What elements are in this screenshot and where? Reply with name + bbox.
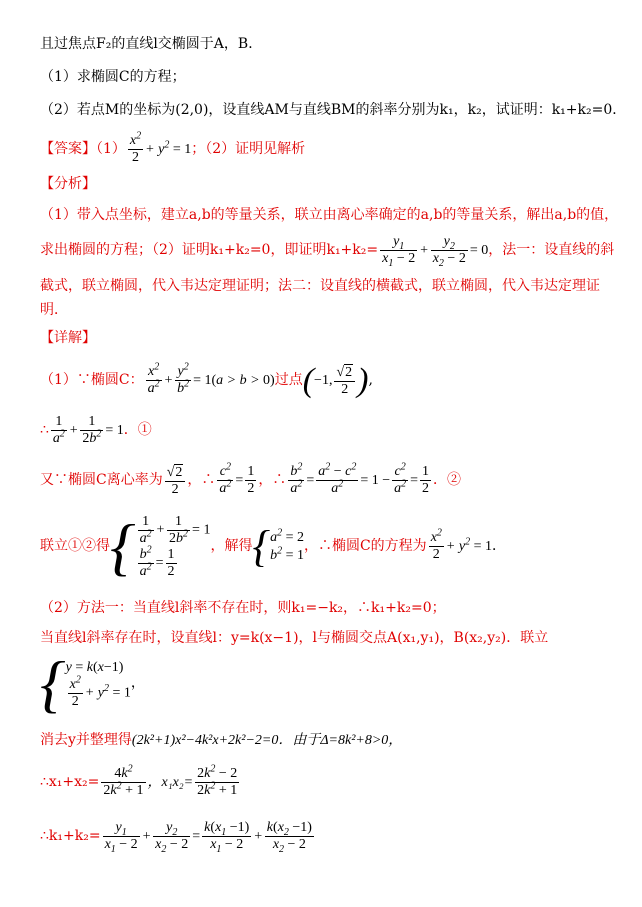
detail-text: ，∴ xyxy=(258,472,287,488)
detail-text: （1）∵椭圆C： xyxy=(40,372,144,388)
answer-text: （1） xyxy=(96,141,126,157)
problem-text: 且过焦点F₂的直线l交椭圆于A，B． xyxy=(40,36,263,52)
analysis-line-2: 求出椭圆的方程；（2）证明k₁+k₂=0，即证明k₁+k₂= $\frac{y_1}{x_1 - 2}$ + $\frac{y_2}{x_2 - 2}$ = 0，法一：设直线的斜 xyxy=(40,234,615,270)
detail-line-9: ∴x₁+x₂= $\frac{4k^2}{2k^2 + 1}$ ，x₁x₂= $\frac{2k^2 - 2}{2k^2 + 1}$ xyxy=(40,763,238,799)
problem-part-1 xyxy=(40,67,186,87)
problem-text: （1）求椭圆C的方程； xyxy=(40,69,186,85)
detail-text: 联立①②得 xyxy=(40,538,110,554)
analysis-text: ，法一：设直线的斜 xyxy=(488,242,615,258)
analysis-text: （1）带入点坐标，建立a,b的等量关系，联立由离心率确定的a,b的等量关系，解出a,b的值， xyxy=(40,207,619,223)
detail-line-1: （1）∵椭圆C： $\frac{x^2}{a^2}$ + $\frac{y^2}{b^2}$ = 1(a > b > 0)过点(−1, $\frac{√2}{2}$ ), xyxy=(40,361,373,399)
detail-text: 过点 xyxy=(274,372,303,388)
answer-label: 【答案】 xyxy=(40,141,96,157)
detail-text: ．① xyxy=(123,422,152,438)
detail-text: ∴k₁+k₂= xyxy=(40,828,101,844)
analysis-line-1 xyxy=(40,205,618,225)
detail-line-10: ∴k₁+k₂= $\frac{y_1}{x_1 - 2}$ + $\frac{y_2}{x_2 - 2}$ = $\frac{k(x_1 -1)}{x_1 - 2}$ + $\frac{k(x_2 -1)}{x_2 - 2}$ xyxy=(40,820,312,856)
detail-line-6 xyxy=(40,628,548,648)
detail-line-2: ∴ $\frac{1}{a^2}$ + $\frac{1}{2b^2}$ = 1．① xyxy=(40,414,152,447)
section-label: 【分析】 xyxy=(40,176,96,192)
detail-line-4: 联立①②得{ $\frac{1}{a^2}$ + $\frac{1}{2b^2}$ = 1 $\frac{b^2}{a^2}$ = $\frac{1}{2}$ ，解得{ $a^2 = 2$ $b^2 = 1$ ，∴椭圆C的方程为 $\frac{x^2}{2}$ + $y^2 = 1$． xyxy=(40,510,506,582)
detail-text: 又∵椭圆C离心率为 xyxy=(40,472,163,488)
detail-system: { y = k(x−1) $\frac{x^2}{2}$ + $y^2 = 1$ ， xyxy=(40,648,145,719)
analysis-text: 明． xyxy=(40,302,68,318)
problem-part-2 xyxy=(40,100,626,120)
detail-text: ，x₁x₂= xyxy=(147,775,194,790)
detail-line-5 xyxy=(40,598,446,618)
detail-text: （2）方法一：当直线l斜率不存在时，则k₁=−k₂，∴k₁+k₂=0； xyxy=(40,600,446,616)
problem-text: （2）若点M的坐标为(2,0)，设直线AM与直线BM的斜率分别为k₁，k₂，试证明：k₁+k₂=0． xyxy=(40,102,627,118)
detail-line-3: 又∵椭圆C离心率为 $\frac{√2}{2}$ ，∴ $\frac{c^2}{a^2}$ = $\frac{1}{2}$ ，∴ $\frac{b^2}{a^2}$ = $\frac{a^2 - c^2}{a^2}$ = 1 − $\frac{c^2}{a^2}$ = $\frac{1}{2}$ ．② xyxy=(40,461,462,497)
analysis-line-3 xyxy=(40,276,600,296)
detail-text: ，∴椭圆C的方程为 xyxy=(303,538,427,554)
answer-text: ；（2）证明见解析 xyxy=(191,141,306,157)
detail-line-8 xyxy=(40,730,402,751)
detail-text: 消去y并整理得 xyxy=(40,732,132,748)
detail-text: 当直线l斜率存在时，设直线l：y=k(x−1)，l与椭圆交点A(x₁,y₁)，B(x₂,y₂)．联立 xyxy=(40,630,549,646)
detail-text: (2k²+1)x²−4k²x+2k²−2=0．由于Δ=8k²+8>0， xyxy=(131,733,403,748)
detail-text: ，解得 xyxy=(210,538,253,554)
section-label: 【详解】 xyxy=(40,330,96,346)
problem-line-1 xyxy=(40,34,262,54)
answer-line: 【答案】（1） $\frac{x^2}{2}$ + $y^2 = 1$；（2）证明见解析 xyxy=(40,130,306,166)
analysis-label xyxy=(40,174,96,194)
detail-text: ．② xyxy=(433,472,462,488)
detail-label xyxy=(40,328,96,348)
analysis-text: 截式，联立椭圆，代入韦达定理证明；法二：设直线的横截式，联立椭圆，代入韦达定理证 xyxy=(40,278,600,294)
detail-text: ∴x₁+x₂= xyxy=(40,774,100,790)
detail-text: ∴ xyxy=(40,422,49,438)
detail-text: ，∴ xyxy=(187,472,216,488)
analysis-line-4 xyxy=(40,300,68,320)
analysis-text: 求出椭圆的方程；（2）证明k₁+k₂=0，即证明k₁+k₂= xyxy=(40,242,379,258)
